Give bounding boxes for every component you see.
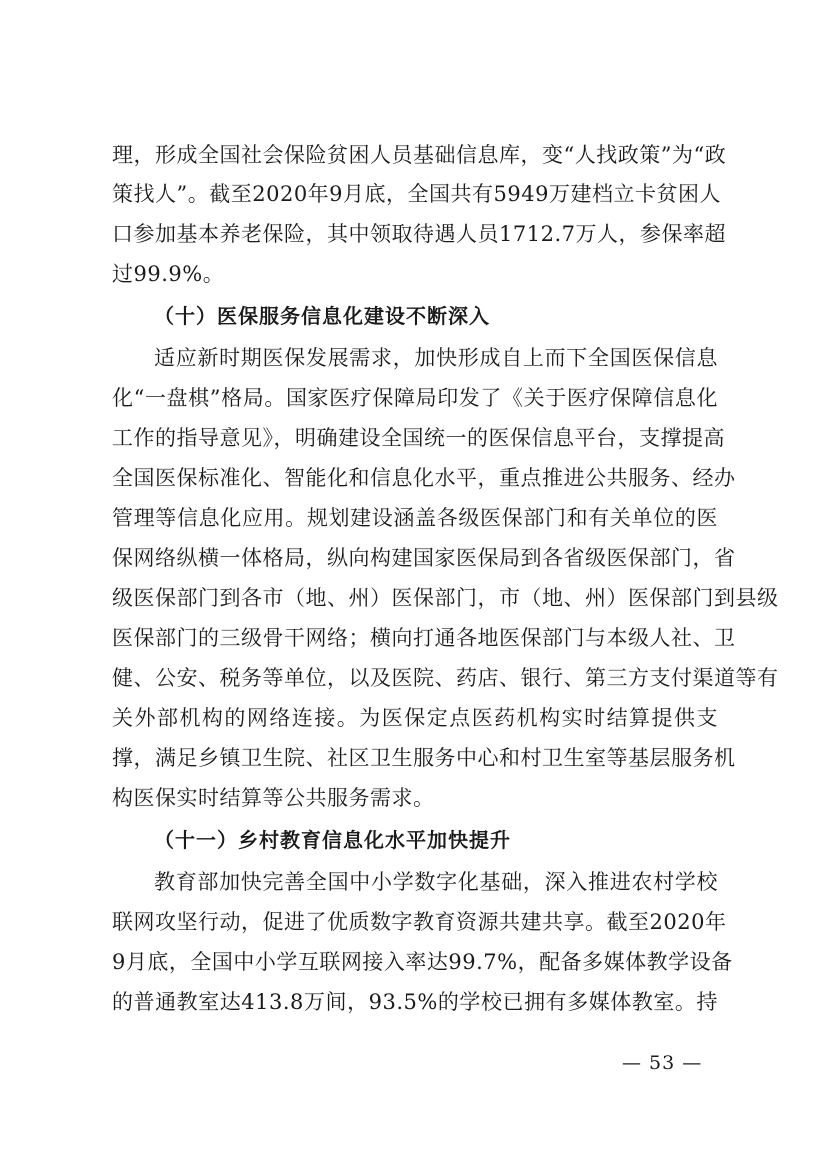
text-line: 关外部机构的网络连接。为医保定点医药机构实时结算提供支 — [112, 706, 718, 730]
text-line: 的普通教室达413.8万间，93.5%的学校已拥有多媒体教室。持 — [112, 990, 718, 1014]
text-line: 全国医保标准化、智能化和信息化水平，重点推进公共服务、经办 — [112, 466, 736, 490]
text-line: 工作的指导意见》，明确建设全国统一的医保信息平台，支撑提高 — [112, 426, 725, 450]
text-line: 策找人”。截至2020年9月底，全国共有5949万建档立卡贫困人 — [112, 182, 721, 206]
text-line: 撑，满足乡镇卫生院、社区卫生服务中心和村卫生室等基层服务机 — [112, 746, 736, 770]
text-line: 9月底，全国中小学互联网接入率达99.7%，配备多媒体教学设备 — [112, 950, 733, 974]
text-line: 构医保实时结算等公共服务需求。 — [112, 786, 435, 810]
text-line: 健、公安、税务等单位，以及医院、药店、银行、第三方支付渠道等有 — [112, 666, 779, 690]
text-line: 医保部门的三级骨干网络；横向打通各地医保部门与本级人社、卫 — [112, 626, 736, 650]
text-line: 管理等信息化应用。规划建设涵盖各级医保部门和有关单位的医 — [112, 506, 718, 530]
text-line: 适应新时期医保发展需求，加快形成自上而下全国医保信息 — [154, 346, 718, 370]
text-line: 口参加基本养老保险，其中领取待遇人员1712.7万人，参保率超 — [112, 222, 726, 246]
text-line: 理，形成全国社会保险贫困人员基础信息库，变“人找政策”为“政 — [112, 143, 727, 167]
section-heading: （十一）乡村教育信息化水平加快提升 — [154, 828, 511, 852]
text-line: 保网络纵横一体格局，纵向构建国家医保局到各省级医保部门，省 — [112, 546, 736, 570]
section-heading: （十）医保服务信息化建设不断深入 — [154, 304, 490, 328]
text-line: 联网攻坚行动，促进了优质数字教育资源共建共享。截至2020年 — [112, 910, 727, 934]
text-line: 过99.9%。 — [112, 262, 225, 286]
text-line: 级医保部门到各市（地、州）医保部门，市（地、州）医保部门到县级 — [112, 586, 779, 610]
page-number: — 53 — — [622, 1052, 703, 1074]
text-line: 教育部加快完善全国中小学数字化基础，深入推进农村学校 — [154, 870, 718, 894]
text-line: 化“一盘棋”格局。国家医疗保障局印发了《关于医疗保障信息化 — [112, 386, 718, 410]
